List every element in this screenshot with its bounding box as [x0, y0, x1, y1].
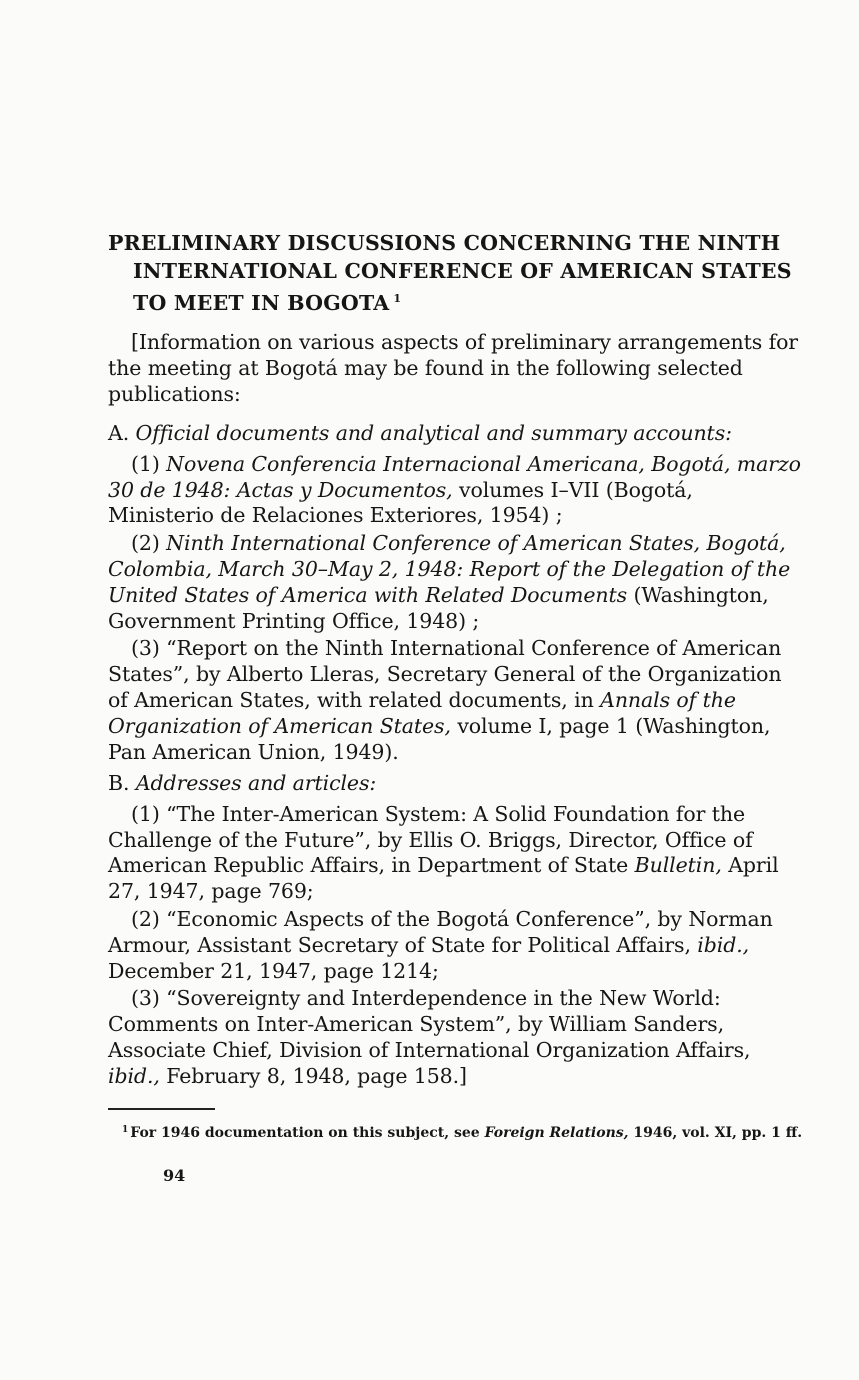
footnote-italic-title: Foreign Relations,	[484, 1125, 629, 1141]
list-item	[108, 636, 804, 765]
section-a-title: Official documents and analytical and summary accounts:	[135, 421, 732, 445]
entry-lead: “Economic Aspects of the Bogotá Conference”, by Norman Armour, Assistant Secretary of State for Political Affairs,	[108, 906, 773, 957]
title-footnote-marker: 1	[393, 292, 402, 305]
entry-lead: “Sovereignty and Interdependence in the New World: Comments on Inter-American System”, by William Sanders, Associate Chief, Division of International Organization Affairs,	[108, 986, 751, 1062]
entry-details: April 27, 1947, page 769;	[108, 853, 779, 904]
title-line-1: PRELIMINARY DISCUSSIONS CONCERNING THE NINTH	[108, 231, 781, 255]
section-official-documents	[108, 421, 804, 765]
section-b-heading	[108, 771, 804, 797]
section-addresses-articles	[108, 771, 804, 1090]
page-number: 94	[163, 1166, 186, 1185]
entry-italic-title: Novena Conferencia Internacional Americana, Bogotá, marzo 30 de 1948: Actas y Documentos,	[108, 451, 801, 502]
footnote-marker: 1	[122, 1125, 129, 1135]
entry-number: (1)	[131, 801, 160, 826]
entry-details: volume I, page 1 (Washington, Pan American Union, 1949).	[108, 713, 771, 764]
list-item	[108, 452, 804, 529]
entry-number: (2)	[131, 906, 160, 931]
list-item	[108, 802, 804, 905]
entry-details: December 21, 1947, page 1214;	[108, 958, 439, 983]
title-line-2: INTERNATIONAL CONFERENCE OF AMERICAN STATES	[133, 259, 792, 283]
entry-number: (3)	[131, 636, 160, 661]
title-line-3-wrap	[108, 285, 808, 317]
page-title	[108, 229, 808, 317]
intro-text: [Information on various aspects of preliminary arrangements for the meeting at Bogotá may be found in the following selected publications:	[108, 330, 799, 406]
entry-number: (2)	[131, 531, 160, 556]
footnote-text	[108, 1121, 804, 1142]
entry-details: volumes I–VII (Bogotá, Ministerio de Relaciones Exteriores, 1954) ;	[108, 477, 693, 528]
list-item	[108, 986, 804, 1089]
footnote-divider	[108, 1108, 215, 1110]
list-item	[108, 907, 804, 984]
section-b-title: Addresses and articles:	[135, 771, 377, 795]
entry-italic-title: ibid.,	[108, 1063, 160, 1088]
title-line-3: TO MEET IN BOGOTA	[133, 291, 390, 315]
list-item	[108, 531, 804, 634]
entry-italic-title: Annals of the Organization of American States,	[108, 687, 736, 738]
footnote-details: 1946, vol. XI, pp. 1 ff.	[633, 1125, 803, 1141]
entry-number: (1)	[131, 451, 160, 476]
entry-details: February 8, 1948, page 158.]	[166, 1063, 467, 1088]
intro-paragraph	[108, 330, 804, 407]
entry-lead: “The Inter-American System: A Solid Foundation for the Challenge of the Future”, by Ellis O. Briggs, Director, Office of American Republic Affairs, in Department of State	[108, 801, 753, 878]
entry-italic-title: Ninth International Conference of American States, Bogotá, Colombia, March 30–May 2, 1948: Report of the Delegation of the United States of America with Related Documents	[108, 531, 791, 607]
section-b-letter: B.	[108, 771, 130, 795]
entry-details: (Washington, Government Printing Office, 1948) ;	[108, 582, 769, 633]
entry-lead: “Report on the Ninth International Conference of American States”, by Alberto Lleras, Secretary General of the Organization of American States, with related documents, in	[108, 636, 782, 712]
entry-italic-title: ibid.,	[697, 932, 750, 957]
section-a-heading	[108, 421, 804, 447]
section-a-letter: A.	[108, 421, 130, 445]
footnote	[108, 1121, 804, 1142]
title-line-2-wrap	[108, 257, 808, 285]
footnote-lead: For 1946 documentation on this subject, see	[130, 1125, 480, 1141]
entry-italic-title: Bulletin,	[634, 853, 722, 878]
entry-number: (3)	[131, 986, 160, 1011]
